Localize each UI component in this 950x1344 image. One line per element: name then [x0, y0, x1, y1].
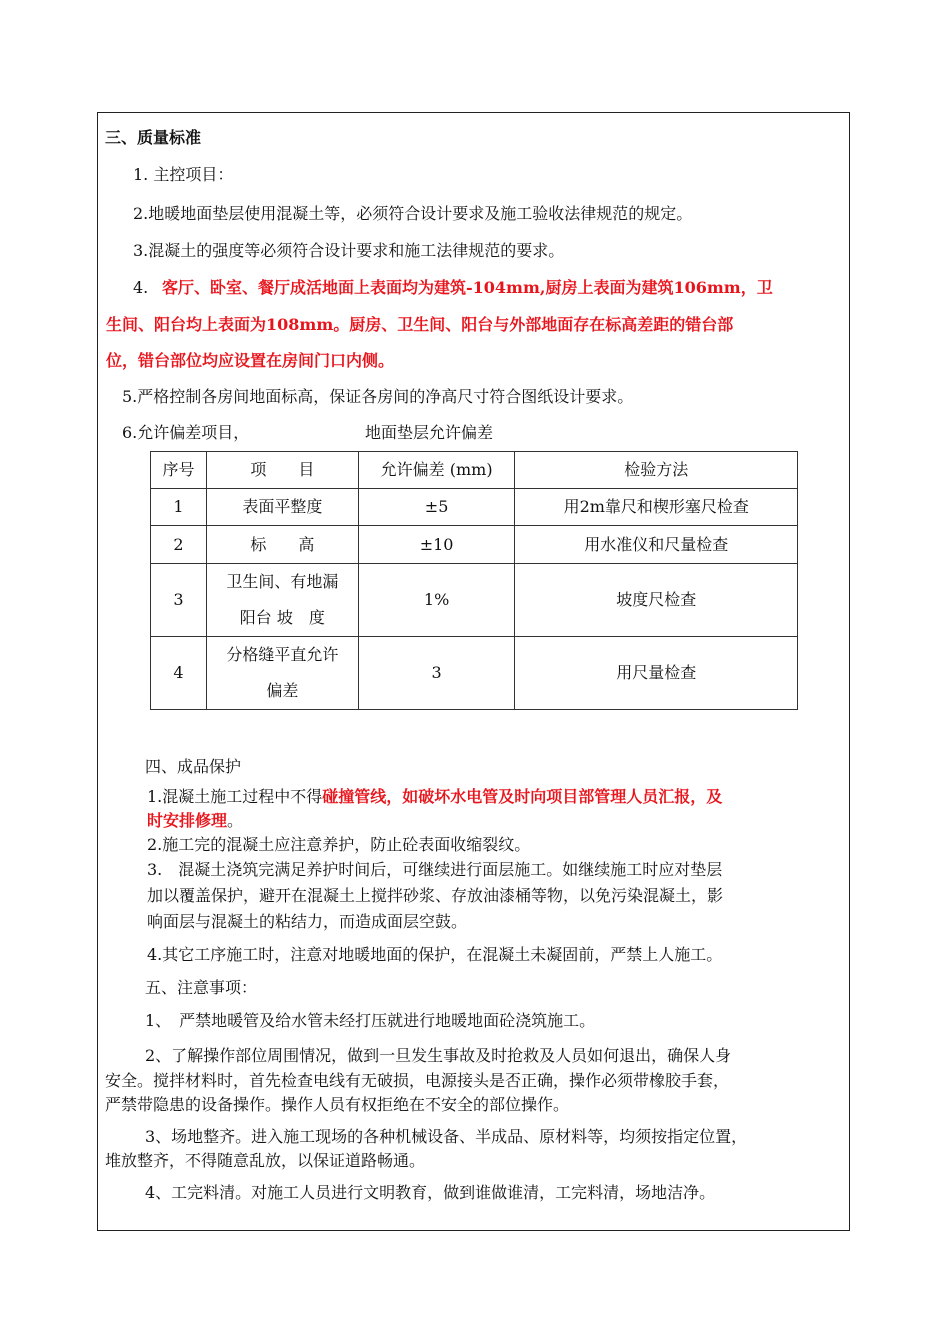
row-item: 标 高	[206, 526, 358, 564]
note-2-line2: 安全。搅拌材料时，首先检查电线有无破损，电源接头是否正确，操作必须带橡胶手套，	[105, 1071, 730, 1090]
requirement-2: 2.地暖地面垫层使用混凝土等，必须符合设计要求及施工验收法律规范的规定。	[133, 204, 693, 223]
table-row	[151, 489, 798, 526]
row-no: 1	[151, 489, 207, 526]
requirement-3: 3.混凝土的强度等必须符合设计要求和施工法律规范的要求。	[133, 241, 565, 260]
row-item	[206, 637, 358, 710]
protection-1-warning-end: 时安排修理	[147, 811, 228, 830]
table-header-row	[151, 452, 798, 489]
row-tolerance: 1%	[358, 564, 515, 637]
row-item-line1: 分格缝平直允许	[226, 645, 339, 664]
row-item-line2: 阳台 坡 度	[239, 608, 325, 627]
header-tolerance: 允许偏差 (mm)	[358, 452, 515, 489]
protection-2: 2.施工完的混凝土应注意养护，防止砼表面收缩裂纹。	[147, 835, 531, 854]
row-no: 3	[151, 564, 207, 637]
protection-1-warning: 碰撞管线，如破坏水电管及时向项目部管理人员汇报，及	[322, 787, 723, 806]
header-no: 序号	[151, 452, 207, 489]
table-row	[151, 637, 798, 710]
protection-4: 4.其它工序施工时，注意对地暖地面的保护，在混凝土未凝固前，严禁上人施工。	[147, 945, 723, 964]
row-item-line1: 卫生间、有地漏	[226, 572, 339, 591]
requirement-5: 5.严格控制各房间地面标高，保证各房间的净高尺寸符合图纸设计要求。	[122, 387, 634, 406]
requirement-4-line2: 生间、阳台均上表面为108mm。厨房、卫生间、阳台与外部地面存在标高差距的错台部	[106, 315, 734, 334]
protection-3-line2: 加以覆盖保护，避开在混凝土上搅拌砂浆、存放油漆桶等物，以免污染混凝土，影	[147, 886, 724, 905]
header-item: 项 目	[206, 452, 358, 489]
row-method: 用水准仪和尺量检查	[515, 526, 798, 564]
table-row	[151, 526, 798, 564]
section4-heading: 四、成品保护	[145, 757, 242, 776]
row-item	[206, 564, 358, 637]
row-tolerance: 3	[358, 637, 515, 710]
requirement-4-line1: 客厅、卧室、餐厅成活地面上表面均为建筑-104mm,厨房上表面为建筑106mm，卫	[162, 278, 773, 297]
row-item: 表面平整度	[206, 489, 358, 526]
note-3-line2: 堆放整齐，不得随意乱放，以保证道路畅通。	[105, 1151, 426, 1170]
row-item-line2: 偏差	[266, 681, 299, 700]
protection-1-line1	[147, 787, 722, 807]
protection-1-period: 。	[227, 811, 244, 830]
row-method: 用2m靠尺和楔形塞尺检查	[515, 489, 798, 526]
section3-heading: 三、质量标准	[105, 128, 202, 147]
row-tolerance: ±10	[358, 526, 515, 564]
deviation-label: 6.允许偏差项目，	[122, 423, 250, 442]
row-no: 4	[151, 637, 207, 710]
protection-3-line1: 3. 混凝土浇筑完满足养护时间后，可继续进行面层施工。如继续施工时应对垫层	[147, 860, 723, 879]
note-2-line3: 严禁带隐患的设备操作。操作人员有权拒绝在不安全的部位操作。	[105, 1095, 570, 1114]
deviation-table	[150, 451, 798, 710]
section5-heading: 五、注意事项：	[145, 978, 258, 997]
note-2-line1: 2、了解操作部位周围情况，做到一旦发生事故及时抢救及人员如何退出，确保人身	[145, 1046, 732, 1065]
protection-1-line2	[147, 811, 243, 831]
row-tolerance: ±5	[358, 489, 515, 526]
note-1: 1、 严禁地暖管及给水管未经打压就进行地暖地面砼浇筑施工。	[145, 1011, 596, 1030]
table-row	[151, 564, 798, 637]
note-4: 4、工完料清。对施工人员进行文明教育，做到谁做谁清，工完料清，场地洁净。	[145, 1183, 716, 1202]
row-no: 2	[151, 526, 207, 564]
requirement-4-number: 4.	[133, 278, 149, 297]
note-3-line1: 3、场地整齐。进入施工现场的各种机械设备、半成品、原材料等，均须按指定位置，	[145, 1127, 748, 1146]
main-control-item: 1. 主控项目：	[133, 165, 234, 184]
protection-1-prefix: 1.混凝土施工过程中不得	[147, 787, 323, 806]
deviation-caption: 地面垫层允许偏差	[365, 423, 494, 442]
row-method: 用尺量检查	[515, 637, 798, 710]
requirement-4-line3: 位，错台部位均应设置在房间门口内侧。	[106, 351, 395, 370]
header-method: 检验方法	[515, 452, 798, 489]
protection-3-line3: 响面层与混凝土的粘结力，而造成面层空鼓。	[147, 912, 468, 931]
row-method: 坡度尺检查	[515, 564, 798, 637]
